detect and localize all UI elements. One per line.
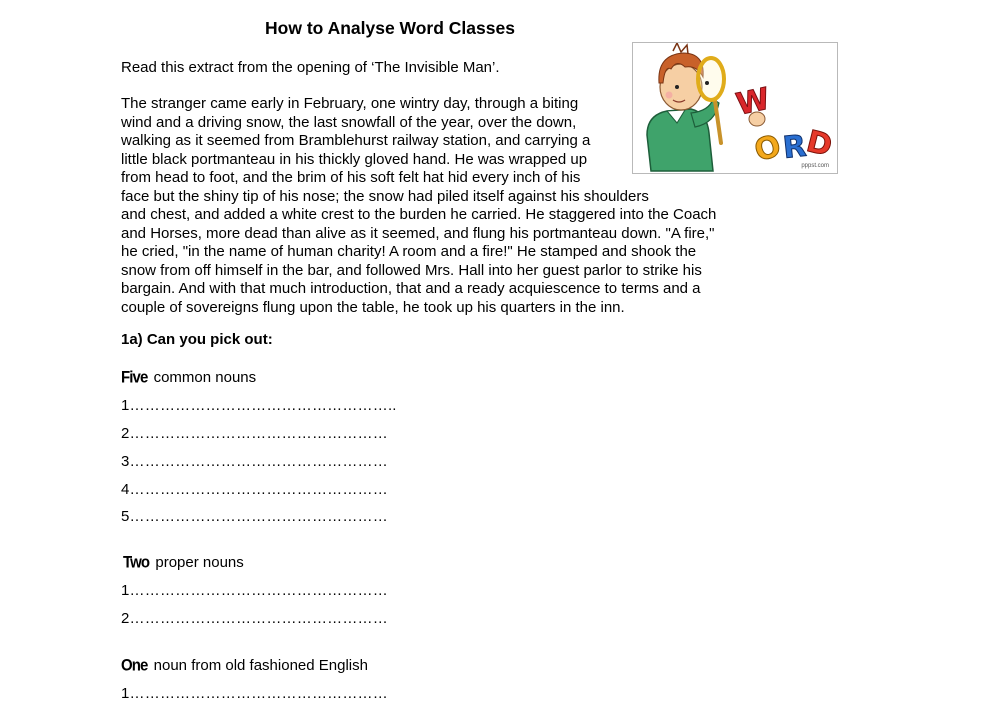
page-title: How to Analyse Word Classes — [265, 18, 515, 38]
passage-line: he cried, "in the name of human charity! A room and a fire!" He stamped and shook the — [121, 243, 697, 260]
passage-line: from head to foot, and the brim of his soft felt hat hid every inch of his — [121, 169, 581, 186]
passage-line: walking as it seemed from Bramblehurst railway station, and carrying a — [121, 132, 591, 149]
passage-line: and Horses, more dead than alive as it seemed, and flung his portmanteau down. "A fire," — [121, 224, 715, 242]
clipart-letter: W — [733, 81, 773, 123]
clipart-letter: D — [802, 124, 836, 165]
section-old-english-title — [121, 657, 368, 674]
clipart-letter: O — [750, 128, 786, 170]
answer-blank[interactable]: 3…………………………………………… — [121, 453, 388, 470]
passage-line: snow from off himself in the bar, and followed Mrs. Hall into her guest parlor to strike his — [121, 261, 702, 279]
passage-line: little black portmanteau in his thickly gloved hand. He was wrapped up — [121, 150, 588, 168]
answer-blank[interactable]: 2…………………………………………… — [121, 610, 388, 627]
passage-line: face but the shiny tip of his nose; the snow had piled itself against his shoulders — [121, 187, 649, 205]
answer-blank[interactable]: 4…………………………………………… — [121, 481, 388, 498]
answer-blank[interactable]: 1…………………………………………….. — [121, 397, 397, 414]
section-label: noun from old fashioned English — [149, 657, 368, 674]
passage-line: and chest, and added a white crest to the burden he carried. He staggered into the Coach — [121, 206, 717, 223]
section-count-word: Five — [121, 367, 148, 388]
answer-blank[interactable]: 1…………………………………………… — [121, 685, 388, 702]
answer-blank[interactable]: 5…………………………………………… — [121, 508, 388, 525]
passage-line: The stranger came early in February, one wintry day, through a biting — [121, 95, 579, 112]
section-proper-nouns-title — [123, 554, 244, 571]
clipart-letter: R — [781, 128, 808, 166]
section-label: common nouns — [149, 369, 257, 386]
passage-line: wind and a driving snow, the last snowfall of the year, over the down, — [121, 113, 577, 131]
word-clipart-image — [632, 42, 838, 174]
magnifier-boy-icon — [633, 43, 837, 173]
section-count-word: One — [121, 655, 148, 676]
clipart-credit: pppst.com — [801, 163, 829, 169]
intro-text: Read this extract from the opening of ‘The Invisible Man’. — [121, 59, 500, 76]
answer-blank[interactable]: 1…………………………………………… — [121, 582, 388, 599]
section-label: proper nouns — [151, 554, 244, 571]
section-common-nouns-title — [121, 369, 256, 386]
answer-blank[interactable]: 2…………………………………………… — [121, 425, 388, 442]
question-heading: 1a) Can you pick out: — [121, 331, 273, 348]
passage-line: couple of sovereigns flung upon the table, he took up his quarters in the inn. — [121, 298, 625, 316]
passage-line: bargain. And with that much introduction, that and a ready acquiescence to terms and a — [121, 280, 701, 297]
section-count-word: Two — [123, 552, 150, 573]
